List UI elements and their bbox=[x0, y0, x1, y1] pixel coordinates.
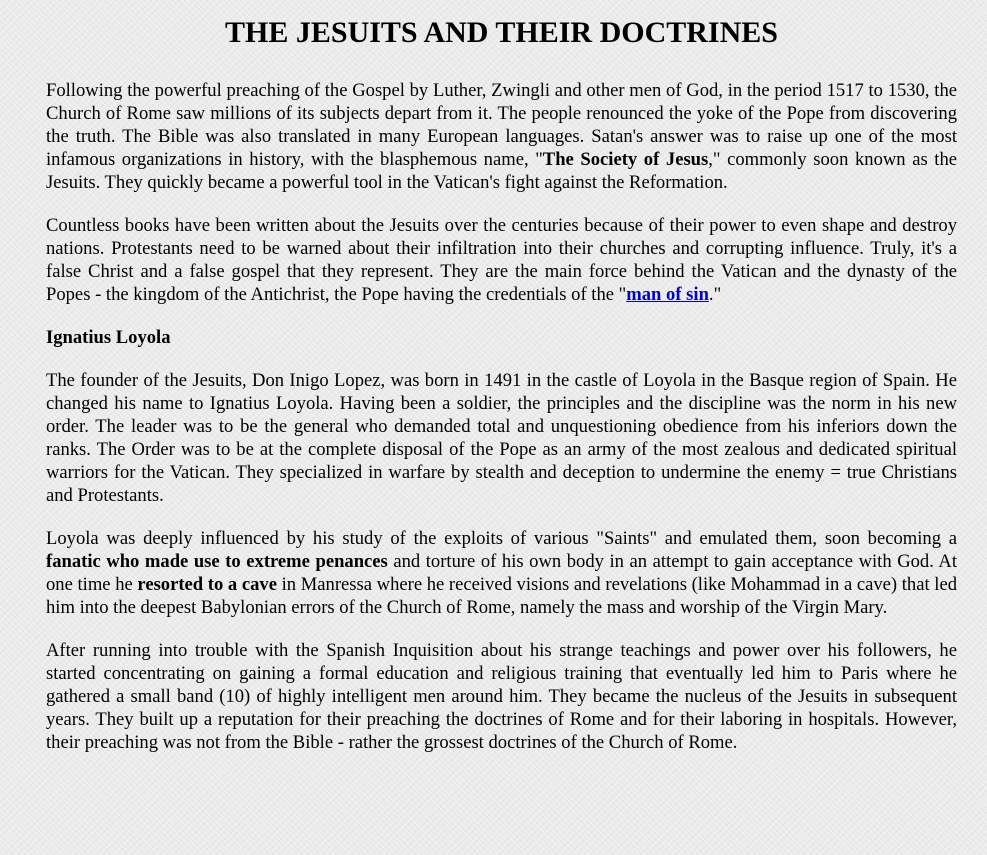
section-heading bbox=[46, 326, 957, 349]
paragraph-text: in Manressa where he received visions and revelations (like Mohammad in a cave) that led him into the deepest Babylonian errors of the Church of Rome, namely the mass and worship of the Virgin Mary. bbox=[46, 574, 957, 618]
paragraph-text: and torture of his own body in an attempt to gain acceptance with God. At one time he bbox=[46, 551, 957, 595]
paragraph-text: ," commonly soon known as the Jesuits. They quickly became a powerful tool in the Vatican's fight against the Reformation. bbox=[46, 149, 958, 193]
paragraph-founder: The founder of the Jesuits, Don Inigo Lopez, was born in 1491 in the castle of Loyola in the Basque region of Spain. He changed his name to Ignatius Loyola. Having been a soldier, the principles and the discipline was the norm in his new order. The leader was to be the general who demanded total and unquestioning obedience from his inferiors down the ranks. The Order was to be at the complete disposal of the Pope as an army of the most zealous and dedicated spiritual warriors for the Vatican. They specialized in warfare by stealth and deception to undermine the enemy = true Christians and Protestants. bbox=[46, 370, 957, 506]
man-of-sin-link[interactable]: man of sin bbox=[626, 284, 709, 305]
paragraph-loyola bbox=[46, 527, 957, 619]
paragraph-inquisition: After running into trouble with the Spanish Inquisition about his strange teachings and power over his followers, he started concentrating on gaining a formal education and religious training that eventually led him to Paris where he gathered a small band (10) of highly intelligent men around him. They became the nucleus of the Jesuits in subsequent years. They built up a reputation for their preaching the doctrines of Rome and for their laboring in hospitals. However, their preaching was not from the Bible - rather the grossest doctrines of the Church of Rome. bbox=[46, 640, 957, 753]
paragraph-text: Following the powerful preaching of the Gospel by Luther, Zwingli and other men of God, in the period 1517 to 1530, the Church of Rome saw millions of its subjects depart from it. The people renounced the yoke of the Pope from discovering the truth. The Bible was also translated in many European languages. Satan's answer was to raise up one of the most infamous organizations in history, with the blasphemous name, " bbox=[46, 80, 957, 170]
bold-phrase: fanatic who made use to extreme penances bbox=[46, 551, 388, 572]
paragraph-text: ." bbox=[708, 284, 722, 305]
article bbox=[46, 0, 957, 754]
bold-phrase: The Society of Jesus bbox=[542, 149, 709, 170]
page-title: THE JESUITS AND THEIR DOCTRINES bbox=[225, 16, 778, 49]
paragraph-text: Loyola was deeply influenced by his study of the exploits of various "Saints" and emulated them, soon becoming a bbox=[46, 528, 957, 549]
section-heading-text: Ignatius Loyola bbox=[46, 327, 171, 348]
paragraph-books bbox=[46, 214, 957, 306]
paragraph-text: Countless books have been written about the Jesuits over the centuries because of their power to even shape and destroy nations. Protestants need to be warned about their infiltration into their churches and corrupting influence. Truly, it's a false Christ and a false gospel that they represent. They are the main force behind the Vatican and the dynasty of the Popes - the kingdom of the Antichrist, the Pope having the credentials of the " bbox=[46, 215, 957, 305]
bold-phrase: resorted to a cave bbox=[137, 574, 277, 595]
paragraph-intro bbox=[46, 79, 957, 194]
